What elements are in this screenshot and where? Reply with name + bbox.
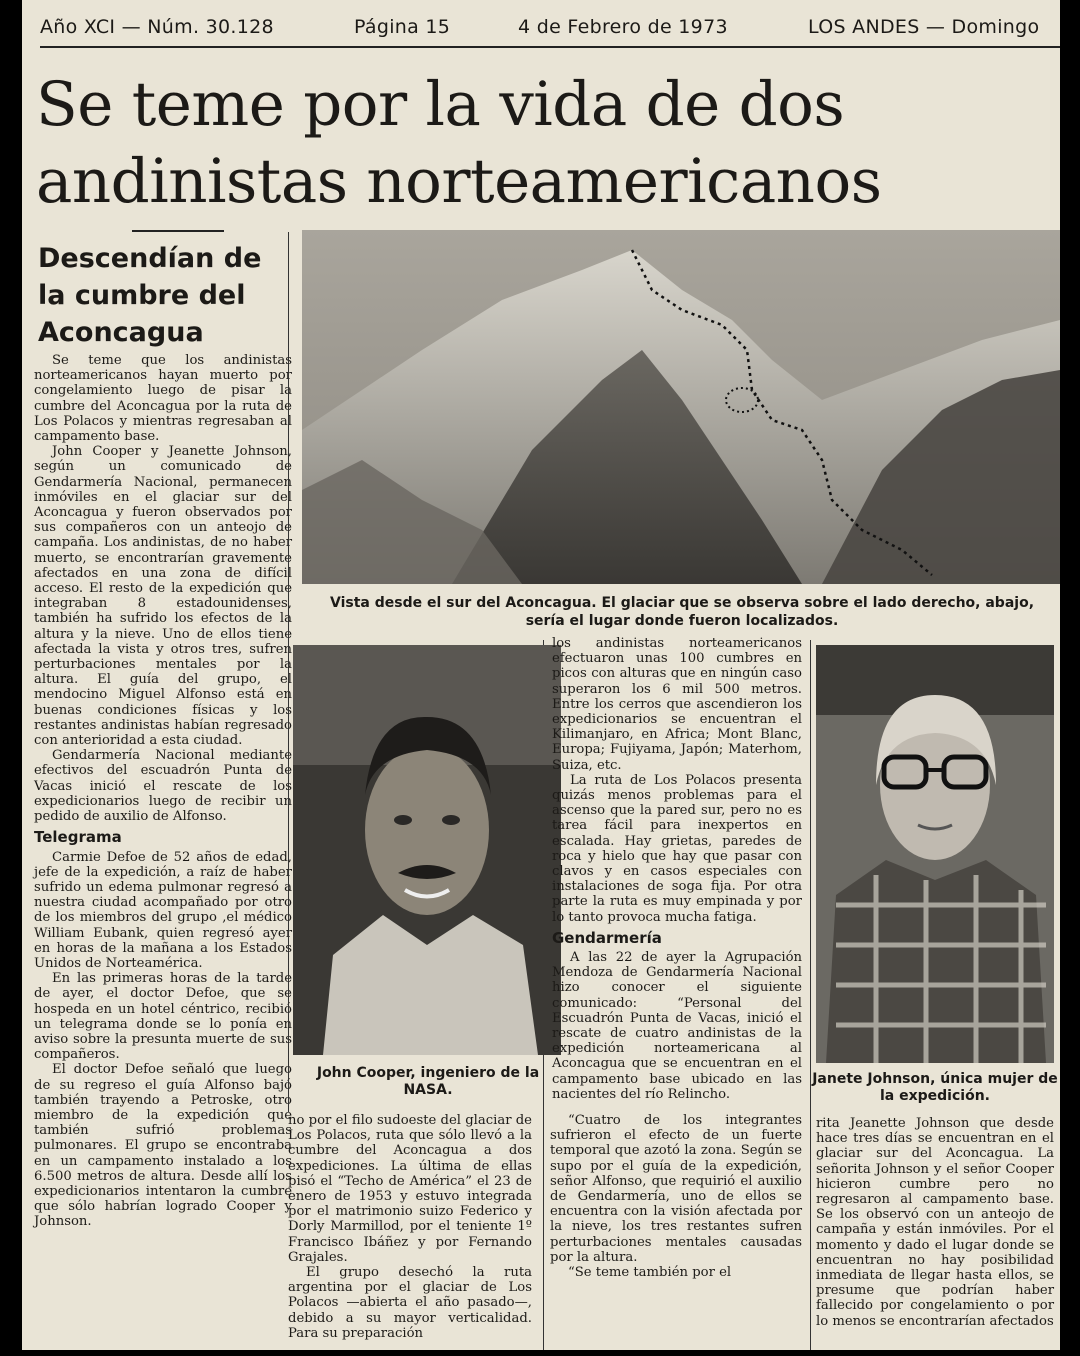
aconcagua-photo-caption: Vista desde el sur del Aconcagua. El glaciar que se observa sobre el lado derecho, abajo, sería el lugar donde fueron localizados. — [329, 595, 1035, 629]
masthead-issue: Año XCI — Núm. 30.128 — [40, 16, 274, 38]
article-column-bottom-3 — [816, 1116, 1054, 1356]
paragraph: John Cooper y Jeanette Johnson, según un comunicado de Gendarmería Nacional, permanecen inmóviles en el glaciar sur del Aconcagua y fueron observados por sus compañeros con un anteojo de campaña. Los andinistas, de no haber muerto, se encontrarían gravemente afectados en una zona de difícil acceso. El resto de la expedición que integraban 8 estadounidenses, también ha sufrido los efectos de la altura y la nieve. Uno de ellos tiene afectada la vista y otros tres, sufren perturbaciones mentales por la altura. El guía del grupo, el mendocino Miguel Alfonso está en buenas condiciones físicas y los restantes andinistas habían regresado con anterioridad a esta ciudad. — [34, 444, 292, 749]
paragraph: La ruta de Los Polacos presenta quizás menos problemas para el ascenso que la pared sur, pero no es tarea fácil para inexpertos en escalada. Hay grietas, paredes de roca y hielo que hay que pasar con clavos y en casos especiales con instalaciones de soga fija. Por otra parte la ruta es muy empinada y por lo tanto provoca mucha fatiga. — [552, 772, 802, 925]
paragraph: “Se teme también por el — [568, 1265, 732, 1281]
section-heading-gendarmeria: Gendarmería — [552, 928, 662, 947]
paragraph: no por el filo sudoeste del glaciar de Los Polacos, ruta que sólo llevó a la cumbre del Aconcagua a dos expediciones. La última de ellas pisó el “Techo de América” el 23 de enero de 1953 y estuvo integrada por el matrimonio suizo Federico y Dorly Marmillod, por el teniente 1º Francisco Ibáñez y por Fernando Grajales. — [288, 1113, 532, 1265]
paragraph: los andinistas norteamericanos efectuaron unas 100 cumbres en picos con alturas que en ningún caso superaron los 6 mil 500 metros. Entre los cerros que ascendieron los expedicionarios se encuentran el Kilimanjaro, en Africa; Mont Blanc, Europa; Fujiyama, Japón; Materhom, Suiza, etc. — [552, 636, 802, 773]
subhead-line-3: Aconcagua — [38, 317, 204, 348]
newspaper-page — [22, 0, 1060, 1350]
portrait-illustration — [816, 645, 1054, 1063]
paragraph: rita Jeanette Johnson que desde hace tres días se encuentran en el glaciar sur del Aconcagua. La señorita Johnson y el señor Cooper hicieron cumbre pero no regresaron al campamento base. Se los observó con un anteojo de campaña y están inmóviles. Por el momento y dado el lugar donde se encuentran no hay posibilidad inmediata de llegar hasta ellos, se presume que podrían haber fallecido por congelamiento o por lo menos se encontrarían afectados — [816, 1116, 1054, 1329]
article-column-2 — [552, 636, 802, 1102]
masthead-page: Página 15 — [354, 16, 451, 38]
janete-johnson-caption: Janete Johnson, única mujer de la expedición. — [812, 1071, 1058, 1104]
paragraph: Carmie Defoe de 52 años de edad, jefe de la expedición, a raíz de haber sufrido un edema pulmonar regresó a nuestra ciudad acompañado por otro de los miembros del grupo ,el médico William Eubank, quien regresó ayer en horas de la mañana a los Estados Unidos de Norteamérica. — [34, 849, 292, 971]
paragraph: El doctor Defoe señaló que luego de su regreso el guía Alfonso bajó también trayendo a Petroske, otro miembro de la expedición que también sufrió problemas pulmonares. El grupo se encontraba en un campamento instalado a los 6.500 metros de altura. Desde allí los expedicionarios intentaron la cumbre que sólo habrían logrado Cooper y Johnson. — [34, 1062, 292, 1230]
paragraph: Gendarmería Nacional mediante efectivos del escuadrón Punta de Vacas inició el rescate de los expedicionarios luego de recibir un pedido de auxilio de Alfonso. — [34, 748, 292, 825]
column-divider — [810, 640, 811, 1350]
subhead-line-1: Descendían de — [38, 243, 262, 274]
paragraph: Se teme que los andinistas norteamericanos hayan muerto por congelamiento luego de pisar la cumbre del Aconcagua por la ruta de Los Polacos y mientras regresaban al campamento base. — [34, 353, 292, 445]
paragraph: El grupo desechó la ruta argentina por el glaciar de Los Polacos —abierta el año pasado—, debido a su mayor verticalidad. Para su preparación — [288, 1265, 532, 1341]
john-cooper-photo — [293, 645, 561, 1055]
column-divider — [288, 232, 289, 1112]
subhead-rule — [132, 230, 224, 232]
portrait-illustration — [293, 645, 561, 1055]
masthead-newspaper: LOS ANDES — Domingo — [808, 16, 1040, 38]
headline-line-2: andinistas norteamericanos — [36, 146, 882, 217]
paragraph: En las primeras horas de la tarde de ayer, el doctor Defoe, que se hospeda en un hotel céntrico, recibió un telegrama donde se lo ponía en aviso sobre la presunta muerte de sus compañeros. — [34, 971, 292, 1063]
masthead-date: 4 de Febrero de 1973 — [518, 16, 728, 38]
headline-line-1: Se teme por la vida de dos — [36, 69, 845, 140]
headline — [36, 66, 1046, 220]
masthead-rule — [40, 46, 1060, 48]
article-column-1 — [34, 353, 292, 1353]
article-column-bottom-2 — [550, 1113, 802, 1353]
section-heading-telegrama: Telegrama — [34, 828, 122, 847]
subhead — [38, 240, 288, 351]
paragraph: “Cuatro de los integrantes sufrieron el efecto de un fuerte temporal que azotó la zona. Según se supo por el guía de la expedición, señor Alfonso, que requirió el auxilio de Gendarmería, uno de ellos se encuentra con la visión afectada por la nieve, los tres restantes sufren perturbaciones mentales causadas por la altura. — [550, 1113, 802, 1265]
article-column-bottom-1 — [288, 1113, 532, 1353]
paragraph: A las 22 de ayer la Agrupación Mendoza de Gendarmería Nacional hizo conocer el siguiente comunicado: “Personal del Escuadrón Punta de Vacas, inició el rescate de cuatro andinistas de la expedición norteamericana al Aconcagua que se encuentran en el campamento base ubicado en las nacientes del río Relincho. — [552, 950, 802, 1102]
john-cooper-caption: John Cooper, ingeniero de la NASA. — [316, 1065, 540, 1098]
masthead — [40, 14, 1060, 44]
mountain-illustration — [302, 230, 1060, 584]
aconcagua-photo — [302, 230, 1060, 584]
janete-johnson-photo — [816, 645, 1054, 1063]
subhead-line-2: la cumbre del — [38, 280, 246, 311]
